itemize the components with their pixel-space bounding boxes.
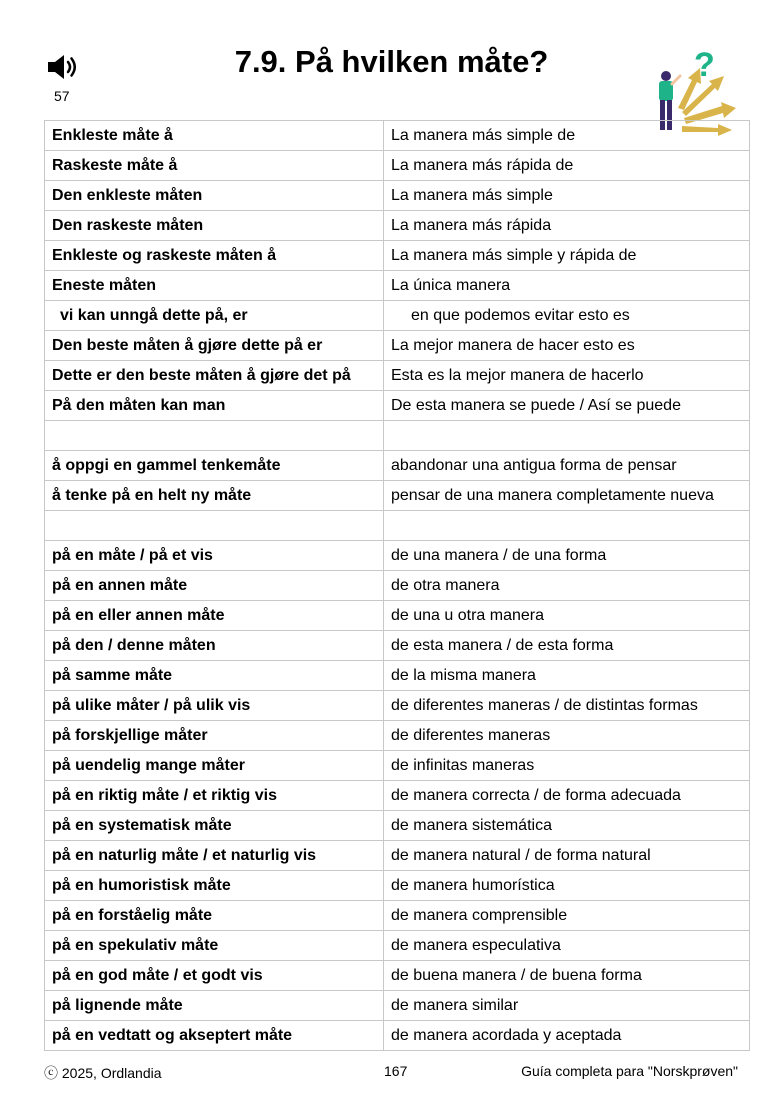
norwegian-term [45, 541, 384, 571]
norwegian-term [45, 1021, 384, 1051]
table-row [45, 301, 750, 331]
norwegian-term-text: på en naturlig måte / et naturlig vis [52, 847, 317, 864]
norwegian-term-text: Dette er den beste måten å gjøre det på [52, 367, 351, 384]
norwegian-term [45, 661, 384, 691]
norwegian-term-text: på en forståelig måte [52, 907, 213, 924]
spanish-translation-text: de una u otra manera [391, 607, 544, 624]
table-row [45, 211, 750, 241]
audio-track-number: 57 [54, 88, 70, 104]
spanish-translation-text: Esta es la mejor manera de hacerlo [391, 367, 644, 384]
spanish-translation [384, 601, 750, 631]
norwegian-term-text: på samme måte [52, 667, 173, 684]
spanish-translation-text: de manera sistemática [391, 817, 552, 834]
spanish-translation [384, 991, 750, 1021]
spanish-translation-text: La manera más rápida [391, 217, 552, 234]
norwegian-term [45, 361, 384, 391]
table-row [45, 541, 750, 571]
table-row [45, 571, 750, 601]
spanish-translation-text: pensar de una manera completamente nueva [391, 487, 714, 504]
norwegian-term-text: på lignende måte [52, 997, 183, 1014]
table-row [45, 931, 750, 961]
spanish-translation [384, 331, 750, 361]
norwegian-term-text: å tenke på en helt ny måte [52, 487, 252, 504]
table-row [45, 481, 750, 511]
table-row-empty [45, 511, 750, 541]
norwegian-term-text: på en spekulativ måte [52, 937, 219, 954]
spanish-translation-text: de manera similar [391, 997, 519, 1014]
norwegian-term-text: på en annen måte [52, 577, 188, 594]
norwegian-term [45, 811, 384, 841]
norwegian-term [45, 751, 384, 781]
spanish-translation-text: de manera humorística [391, 877, 555, 894]
norwegian-term-text: på en riktig måte / et riktig vis [52, 787, 277, 804]
table-row [45, 121, 750, 151]
table-row [45, 901, 750, 931]
spanish-translation [384, 841, 750, 871]
spanish-translation-text: La mejor manera de hacer esto es [391, 337, 635, 354]
norwegian-term [45, 841, 384, 871]
spanish-translation-text: de manera especulativa [391, 937, 561, 954]
norwegian-term-text: på en systematisk måte [52, 817, 232, 834]
spanish-translation-text: en que podemos evitar esto es [411, 307, 630, 324]
spanish-translation [384, 451, 750, 481]
spanish-translation [384, 901, 750, 931]
norwegian-term [45, 901, 384, 931]
table-row [45, 601, 750, 631]
norwegian-term-text: å oppgi en gammel tenkemåte [52, 457, 281, 474]
spanish-translation [384, 361, 750, 391]
table-row [45, 391, 750, 421]
norwegian-term [45, 871, 384, 901]
spanish-translation [384, 151, 750, 181]
spanish-translation-text: De esta manera se puede / Así se puede [391, 397, 681, 414]
spanish-translation-text: de esta manera / de esta forma [391, 637, 614, 654]
spanish-translation-text: La manera más rápida de [391, 157, 574, 174]
table-row [45, 961, 750, 991]
norwegian-term [45, 271, 384, 301]
footer-page-number: 167 [384, 1063, 408, 1079]
vocabulary-table [44, 120, 750, 1051]
table-row [45, 721, 750, 751]
norwegian-term-text: på en eller annen måte [52, 607, 225, 624]
spanish-translation [384, 661, 750, 691]
spanish-translation [384, 631, 750, 661]
footer-book-title: Guía completa para "Norskprøven" [521, 1063, 738, 1079]
norwegian-term [45, 181, 384, 211]
table-row-empty [45, 421, 750, 451]
norwegian-term [45, 301, 384, 331]
norwegian-term-text: på en god måte / et godt vis [52, 967, 263, 984]
spanish-translation [384, 1021, 750, 1051]
spanish-translation-text: de una manera / de una forma [391, 547, 607, 564]
table-row [45, 151, 750, 181]
norwegian-term-text: Den beste måten å gjøre dette på er [52, 337, 323, 354]
norwegian-term-text: Den enkleste måten [52, 187, 203, 204]
page-title: 7.9. På hvilken måte? [234, 44, 549, 79]
norwegian-term-text: på forskjellige måter [52, 727, 208, 744]
table-row [45, 1021, 750, 1051]
norwegian-term-text: Raskeste måte å [52, 157, 178, 174]
spanish-translation [384, 421, 750, 451]
spanish-translation [384, 571, 750, 601]
spanish-translation-text: de otra manera [391, 577, 500, 594]
spanish-translation [384, 931, 750, 961]
norwegian-term [45, 601, 384, 631]
norwegian-term [45, 991, 384, 1021]
norwegian-term [45, 631, 384, 661]
spanish-translation [384, 241, 750, 271]
norwegian-term-text: på en vedtatt og akseptert måte [52, 1027, 293, 1044]
spanish-translation [384, 721, 750, 751]
norwegian-term [45, 481, 384, 511]
norwegian-term-text: Eneste måten [52, 277, 157, 294]
norwegian-term-text: På den måten kan man [52, 397, 226, 414]
norwegian-term-text: Enkleste og raskeste måten å [52, 247, 277, 264]
spanish-translation [384, 691, 750, 721]
spanish-translation-text: La manera más simple [391, 187, 553, 204]
spanish-translation [384, 541, 750, 571]
norwegian-term-text: på en humoristisk måte [52, 877, 231, 894]
spanish-translation [384, 961, 750, 991]
spanish-translation-text: de manera acordada y aceptada [391, 1027, 622, 1044]
norwegian-term [45, 211, 384, 241]
spanish-translation-text: La manera más simple de [391, 127, 576, 144]
table-row [45, 751, 750, 781]
table-row [45, 811, 750, 841]
spanish-translation-text: de infinitas maneras [391, 757, 535, 774]
table-row [45, 181, 750, 211]
norwegian-term-text: på ulike måter / på ulik vis [52, 697, 251, 714]
norwegian-term-text: på den / denne måten [52, 637, 216, 654]
table-row [45, 331, 750, 361]
norwegian-term [45, 451, 384, 481]
norwegian-term-text: Den raskeste måten [52, 217, 204, 234]
table-row [45, 871, 750, 901]
spanish-translation-text: La manera más simple y rápida de [391, 247, 637, 264]
spanish-translation-text: de manera correcta / de forma adecuada [391, 787, 681, 804]
norwegian-term [45, 511, 384, 541]
spanish-translation [384, 481, 750, 511]
spanish-translation [384, 391, 750, 421]
spanish-translation-text: de la misma manera [391, 667, 536, 684]
spanish-translation-text: de manera natural / de forma natural [391, 847, 651, 864]
table-row [45, 841, 750, 871]
spanish-translation [384, 781, 750, 811]
spanish-translation-text: de diferentes maneras / de distintas formas [391, 697, 698, 714]
table-row [45, 661, 750, 691]
norwegian-term [45, 931, 384, 961]
spanish-translation-text: La única manera [391, 277, 511, 294]
norwegian-term [45, 331, 384, 361]
spanish-translation [384, 751, 750, 781]
spanish-translation [384, 211, 750, 241]
spanish-translation [384, 511, 750, 541]
norwegian-term [45, 391, 384, 421]
spanish-translation [384, 811, 750, 841]
table-row [45, 781, 750, 811]
norwegian-term-text: Enkleste måte å [52, 127, 173, 144]
spanish-translation-text: abandonar una antigua forma de pensar [391, 457, 677, 474]
spanish-translation [384, 181, 750, 211]
footer-copyright: ⓒ 2025, Ordlandia [44, 1065, 162, 1081]
norwegian-term [45, 571, 384, 601]
table-row [45, 631, 750, 661]
table-row [45, 691, 750, 721]
norwegian-term [45, 961, 384, 991]
table-row [45, 241, 750, 271]
norwegian-term-text: på uendelig mange måter [52, 757, 245, 774]
norwegian-term [45, 421, 384, 451]
norwegian-term [45, 121, 384, 151]
norwegian-term-text: på en måte / på et vis [52, 547, 213, 564]
norwegian-term [45, 151, 384, 181]
spanish-translation [384, 301, 750, 331]
norwegian-term-text: vi kan unngå dette på, er [60, 307, 248, 324]
spanish-translation [384, 871, 750, 901]
table-row [45, 361, 750, 391]
table-row [45, 271, 750, 301]
table-row [45, 451, 750, 481]
spanish-translation-text: de buena manera / de buena forma [391, 967, 642, 984]
spanish-translation-text: de manera comprensible [391, 907, 568, 924]
spanish-translation [384, 271, 750, 301]
norwegian-term [45, 721, 384, 751]
norwegian-term [45, 241, 384, 271]
norwegian-term [45, 781, 384, 811]
norwegian-term [45, 691, 384, 721]
spanish-translation [384, 121, 750, 151]
table-row [45, 991, 750, 1021]
spanish-translation-text: de diferentes maneras [391, 727, 551, 744]
svg-text:?: ? [694, 46, 715, 84]
